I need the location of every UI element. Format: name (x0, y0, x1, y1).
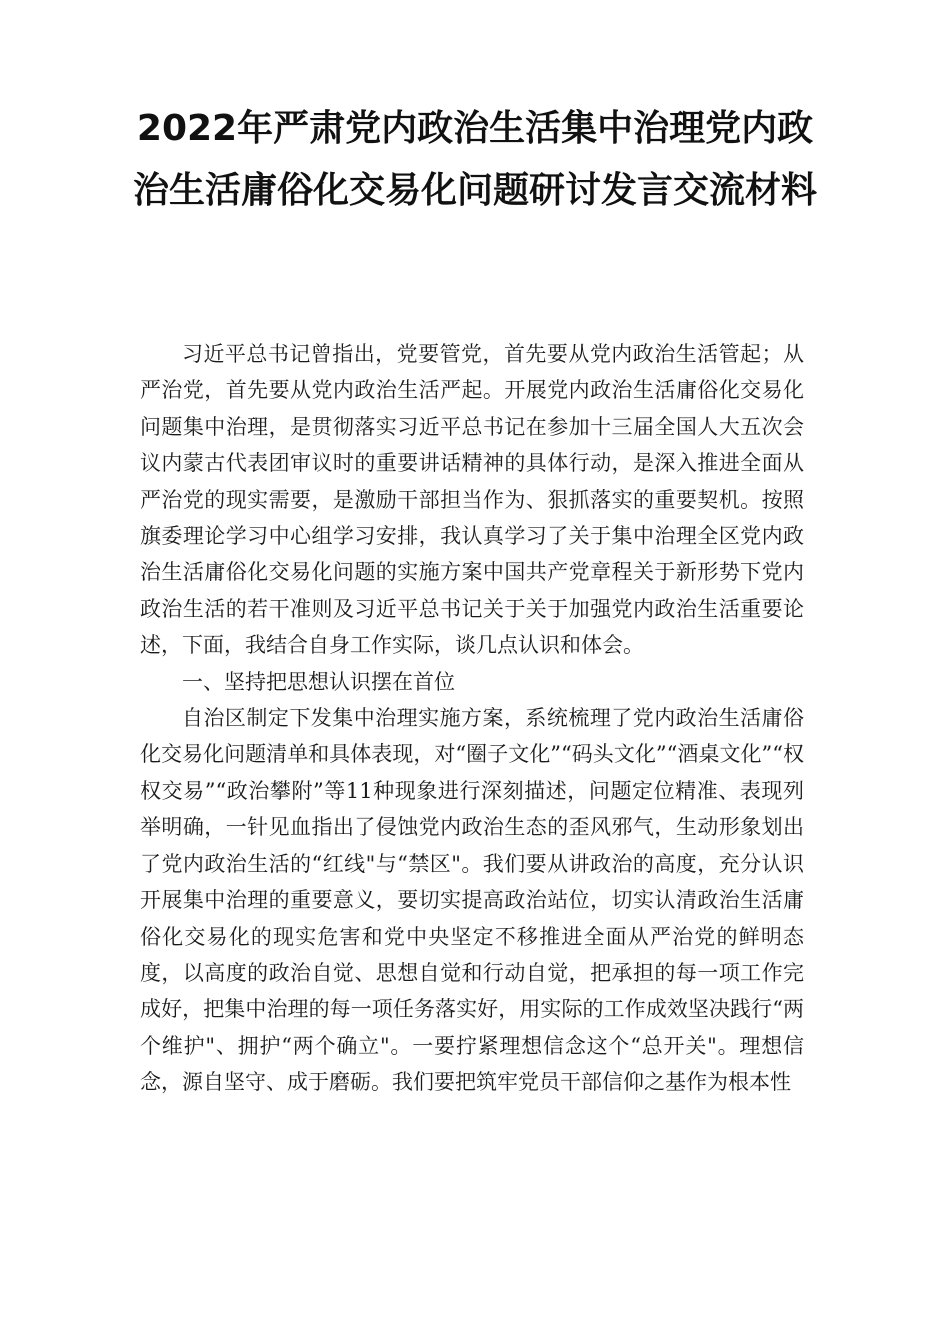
document-body (140, 336, 804, 1101)
paragraph-section-one: 自治区制定下发集中治理实施方案，系统梳理了党内政治生活庸俗化交易化问题清单和具体表现，对“圈子文化”“码头文化”“酒桌文化”“权权交易”“政治攀附”等11种现象进行深刻描述，问题定位精准、表现列举明确，一针见血指出了侵蚀党内政治生态的歪风邪气，生动形象划出了党内政治生活的“红线"与“禁区"。我们要从讲政治的高度，充分认识开展集中治理的重要意义，要切实提高政治站位，切实认清政治生活庸俗化交易化的现实危害和党中央坚定不移推进全面从严治党的鲜明态度，以高度的政治自觉、思想自觉和行动自觉，把承担的每一项工作完成好，把集中治理的每一项任务落实好，用实际的工作成效坚决践行“两个维护"、拥护“两个确立"。一要拧紧理想信念这个“总开关"。理想信念，源自坚守、成于磨砺。我们要把筑牢党员干部信仰之基作为根本性 (140, 706, 804, 1095)
section-heading: 一、坚持把思想认识摆在首位 (182, 669, 455, 694)
document-title: 2022年严肃党内政治生活集中治理党内政治生活庸俗化交易化问题研讨发言交流材料 (132, 108, 817, 211)
paragraph-intro: 习近平总书记曾指出，党要管党，首先要从党内政治生活管起；从严治党，首先要从党内政治生活严起。开展党内政治生活庸俗化交易化问题集中治理，是贯彻落实习近平总书记在参加十三届全国人大五次会议内蒙古代表团审议时的重要讲话精神的具体行动，是深入推进全面从严治党的现实需要，是激励干部担当作为、狠抓落实的重要契机。按照旗委理论学习中心组学习安排，我认真学习了关于集中治理全区党内政治生活庸俗化交易化问题的实施方案中国共产党章程关于新形势下党内政治生活的若干准则及习近平总书记关于关于加强党内政治生活重要论述，下面，我结合自身工作实际，谈几点认识和体会。 (140, 342, 804, 658)
